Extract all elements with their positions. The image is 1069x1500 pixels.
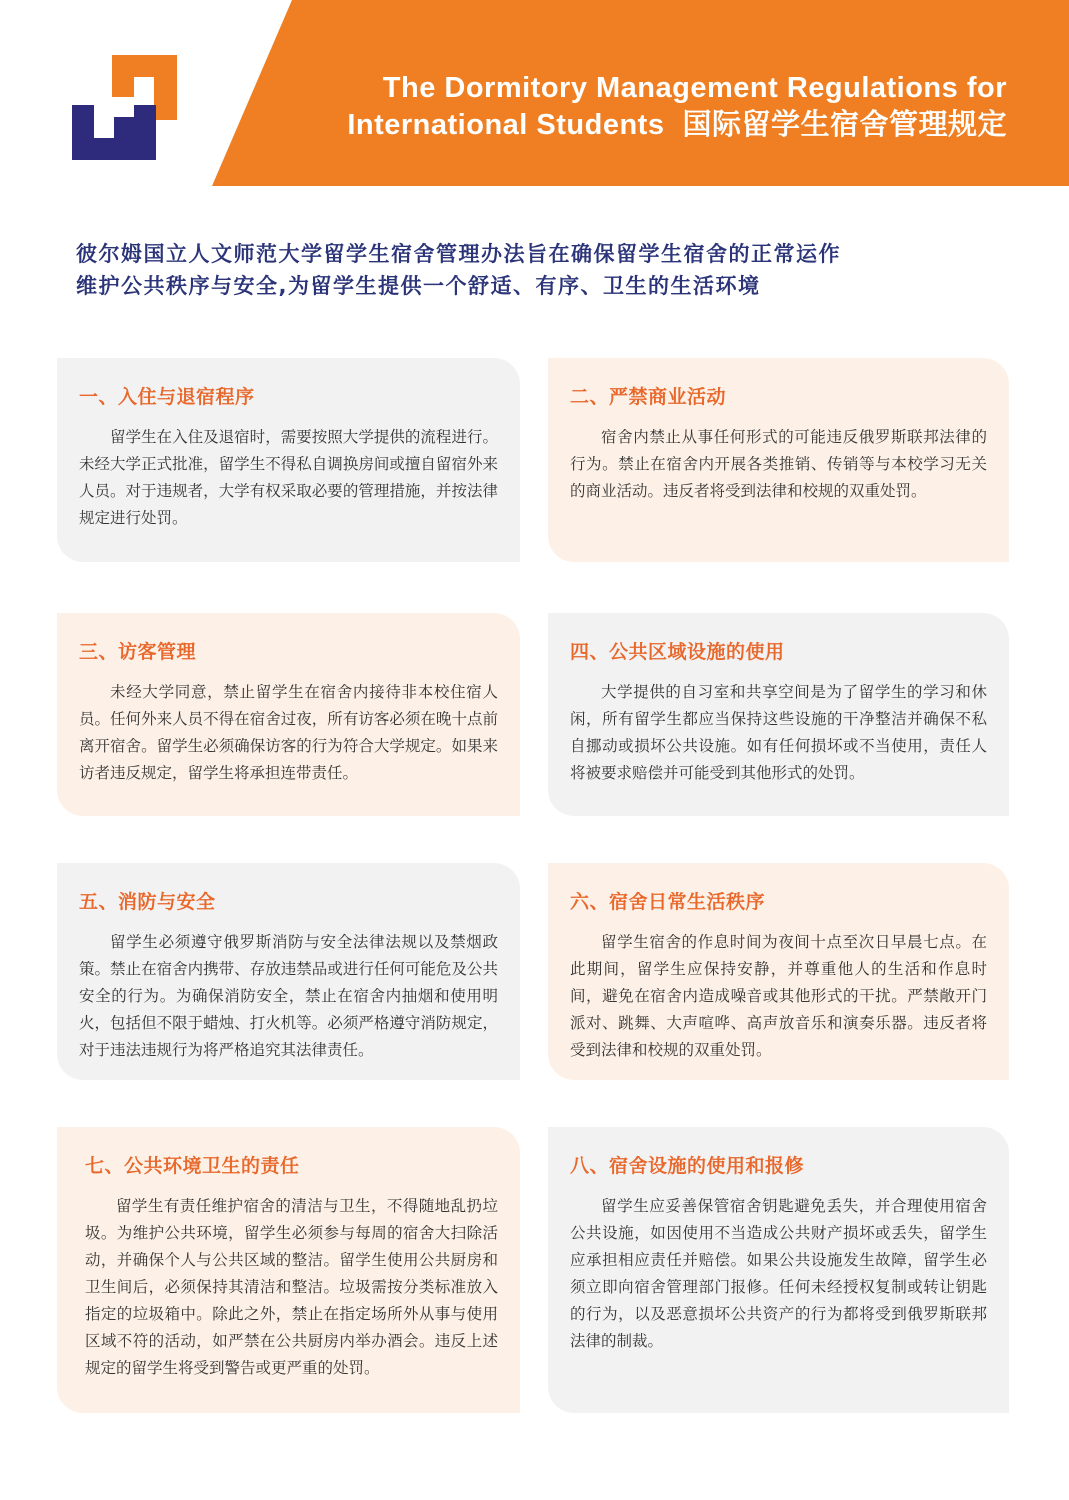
section-card-7: [57, 1127, 520, 1413]
section-card-6: [548, 863, 1009, 1080]
section-card-3: [57, 613, 520, 816]
section-body: 未经大学同意，禁止留学生在宿舍内接待非本校住宿人员。任何外来人员不得在宿舍过夜，所有访客必须在晚十点前离开宿舍。留学生必须确保访客的行为符合大学规定。如果来访者违反规定，留学生将承担连带责任。: [79, 683, 498, 782]
section-card-4: [548, 613, 1009, 816]
section-title: 八、宿舍设施的使用和报修: [570, 1155, 805, 1177]
title-en-line1: The Dormitory Management Regulations for: [382, 72, 1007, 104]
intro-text: [76, 238, 996, 302]
intro-line-2: 维护公共秩序与安全,为留学生提供一个舒适、有序、卫生的生活环境: [76, 274, 761, 298]
section-title: 七、公共环境卫生的责任: [85, 1155, 300, 1177]
title-en-line2: International Students: [347, 109, 665, 141]
section-card-2: [548, 358, 1009, 562]
page-title: [347, 70, 1007, 143]
section-title: 一、入住与退宿程序: [79, 386, 255, 408]
section-title: 三、访客管理: [79, 641, 197, 663]
intro-line-1: 彼尔姆国立人文师范大学留学生宿舍管理办法旨在确保留学生宿舍的正常运作: [76, 242, 841, 266]
section-title: 四、公共区域设施的使用: [570, 641, 785, 663]
section-title: 二、严禁商业活动: [570, 386, 727, 408]
interlocking-square-logo-icon: [72, 55, 177, 160]
section-body: 留学生在入住及退宿时，需要按照大学提供的流程进行。未经大学正式批准，留学生不得私自调换房间或擅自留宿外来人员。对于违规者，大学有权采取必要的管理措施，并按法律规定进行处罚。: [79, 428, 498, 527]
section-title: 五、消防与安全: [79, 891, 216, 913]
section-title: 六、宿舍日常生活秩序: [570, 891, 766, 913]
title-cn: 国际留学生宿舍管理规定: [682, 107, 1007, 141]
section-body: 宿舍内禁止从事任何形式的可能违反俄罗斯联邦法律的行为。禁止在宿舍内开展各类推销、传销等与本校学习无关的商业活动。违反者将受到法律和校规的双重处罚。: [570, 428, 987, 500]
section-body: 留学生应妥善保管宿舍钥匙避免丢失，并合理使用宿舍公共设施，如因使用不当造成公共财产损坏或丢失，留学生应承担相应责任并赔偿。如果公共设施发生故障，留学生必须立即向宿舍管理部门报修。任何未经授权复制或转让钥匙的行为，以及恶意损坏公共资产的行为都将受到俄罗斯联邦法律的制裁。: [570, 1197, 987, 1350]
section-body: 留学生宿舍的作息时间为夜间十点至次日早晨七点。在此期间，留学生应保持安静，并尊重他人的生活和作息时间，避免在宿舍内造成噪音或其他形式的干扰。严禁敞开门派对、跳舞、大声喧哗、高声放音乐和演奏乐器。违反者将受到法律和校规的双重处罚。: [570, 933, 987, 1059]
section-card-5: [57, 863, 520, 1080]
header-banner: [0, 0, 1069, 186]
section-body: 大学提供的自习室和共享空间是为了留学生的学习和休闲，所有留学生都应当保持这些设施的干净整洁并确保不私自挪动或损坏公共设施。如有任何损坏或不当使用，责任人将被要求赔偿并可能受到其他形式的处罚。: [570, 683, 987, 782]
section-body: 留学生有责任维护宿舍的清洁与卫生，不得随地乱扔垃圾。为维护公共环境，留学生必须参与每周的宿舍大扫除活动，并确保个人与公共区域的整洁。留学生使用公共厨房和卫生间后，必须保持其清洁和整洁。垃圾需按分类标准放入指定的垃圾箱中。除此之外，禁止在指定场所外从事与使用区域不符的活动，如严禁在公共厨房内举办酒会。违反上述规定的留学生将受到警告或更严重的处罚。: [85, 1197, 498, 1377]
title-line2: [347, 106, 1007, 143]
section-body: 留学生必须遵守俄罗斯消防与安全法律法规以及禁烟政策。禁止在宿舍内携带、存放违禁品或进行任何可能危及公共安全的行为。为确保消防安全，禁止在宿舍内抽烟和使用明火，包括但不限于蜡烛、打火机等。必须严格遵守消防规定，对于违法违规行为将严格追究其法律责任。: [79, 933, 498, 1059]
section-card-8: [548, 1127, 1009, 1413]
section-card-1: [57, 358, 520, 562]
